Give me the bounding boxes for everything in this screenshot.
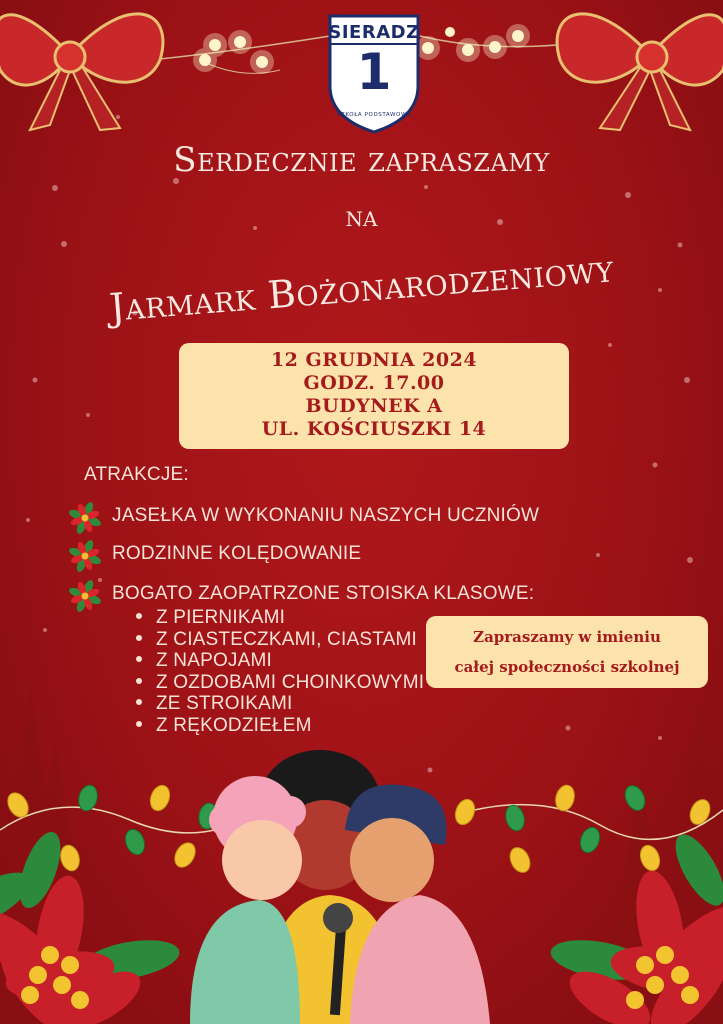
attraction-label: RODZINNE KOLĘDOWANIE: [112, 543, 362, 564]
invitation-line-2: całej społeczności szkolnej: [454, 658, 680, 676]
headline-na: na: [345, 200, 378, 233]
event-title: Jarmark Bożonarodzeniowy: [107, 246, 616, 330]
carolers-illustration: [190, 750, 490, 1024]
stand-label: Z OZDOBAMI CHOINKOWYMI: [156, 671, 425, 693]
event-address: UL. KOŚCIUSZKI 14: [261, 418, 487, 440]
stand-label: ZE STROIKAMI: [156, 693, 293, 715]
stand-label: Z CIASTECZKAMI, CIASTAMI: [156, 628, 417, 650]
stand-label: Z PIERNIKAMI: [156, 607, 286, 628]
poinsettia-right: [548, 827, 723, 1024]
invitation-line-1: Zapraszamy w imieniu: [473, 628, 661, 646]
badge-number: 1: [356, 43, 392, 101]
event-date: 12 GRUDNIA 2024: [270, 349, 478, 371]
attraction-label: JASEŁKA W WYKONANIU NASZYCH UCZNIÓW: [112, 505, 540, 526]
attractions-heading: ATRAKCJE:: [84, 464, 189, 485]
attraction-label: BOGATO ZAOPATRZONE STOISKA KLASOWE:: [112, 583, 535, 604]
badge-city: SIERADZ: [328, 22, 420, 43]
stand-label: Z NAPOJAMI: [156, 650, 273, 672]
stand-label: Z RĘKODZIEŁEM: [156, 714, 312, 736]
poinsettia-left: [0, 827, 182, 1024]
headline-invite: Serdecznie zapraszamy: [173, 140, 550, 180]
badge-subtitle: SZKOŁA PODSTAWOWA: [336, 112, 412, 118]
event-time: GODZ. 17.00: [303, 372, 445, 394]
event-building: BUDYNEK A: [305, 395, 443, 417]
